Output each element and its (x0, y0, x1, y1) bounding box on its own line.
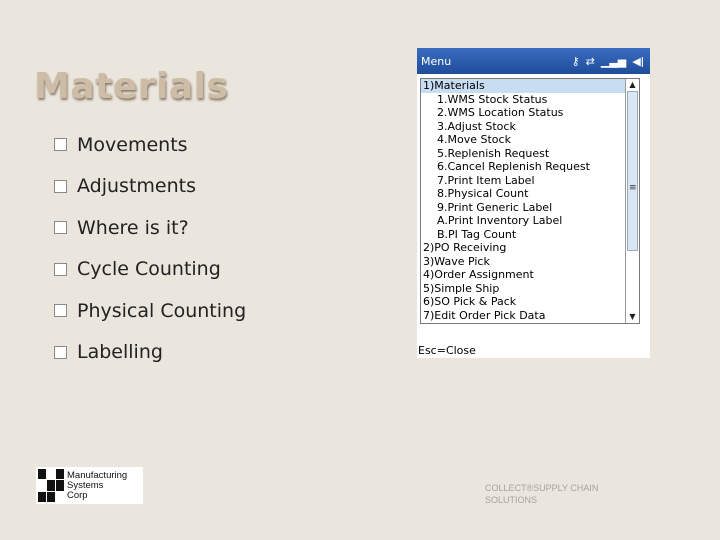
bullet-text: Cycle Counting (77, 258, 221, 281)
device-screenshot (417, 48, 650, 358)
menu-item[interactable]: 4)Order Assignment (423, 268, 534, 281)
bullet-item (54, 332, 246, 374)
scroll-thumb[interactable] (627, 91, 638, 251)
menu-scrollbar[interactable] (625, 79, 639, 323)
menu-item[interactable]: 6.Cancel Replenish Request (437, 160, 590, 173)
bullet-item (54, 124, 246, 166)
logo-line: Corp (67, 489, 88, 501)
menu-item[interactable]: 3)Wave Pick (423, 254, 490, 268)
menu-item[interactable]: 8.Physical Count (437, 187, 529, 200)
menu-list (421, 79, 626, 322)
menu-item[interactable]: 6)SO Pick & Pack (423, 295, 517, 308)
bullet-list (54, 124, 246, 373)
bullet-item (54, 249, 246, 291)
menu-item[interactable]: 1.WMS Stock Status (437, 92, 548, 106)
bullet-text: Physical Counting (77, 299, 247, 322)
bullet-text: Movements (77, 133, 188, 156)
scroll-up-icon[interactable]: ▲ (629, 80, 636, 89)
logo-line: Manufacturing (67, 469, 128, 481)
menu-item[interactable]: 2)PO Receiving (423, 241, 507, 254)
volume-icon[interactable]: ◀ǀ (632, 54, 644, 68)
scroll-down-icon[interactable]: ▼ (629, 312, 636, 321)
menu-item[interactable]: 4.Move Stock (437, 133, 511, 146)
connection-icon[interactable]: ⚷ (571, 54, 580, 68)
menu-item[interactable]: 1)Materials (421, 79, 626, 93)
device-title-bar (417, 48, 650, 74)
bullet-box-icon (54, 180, 67, 193)
bullet-box-icon (54, 304, 67, 317)
bullet-item (54, 207, 246, 249)
menu-item[interactable]: 7)Edit Order Pick Data (423, 308, 546, 322)
bullet-box-icon (54, 221, 67, 234)
footer-text (485, 482, 635, 506)
bullet-text: Labelling (77, 341, 163, 364)
bullet-item (54, 166, 246, 208)
esc-close-label[interactable]: Esc=Close (418, 344, 476, 357)
menu-item[interactable]: A.Print Inventory Label (437, 214, 563, 227)
footer-line: SOLUTIONS (485, 495, 538, 505)
scroll-grip-icon: ≡ (629, 183, 637, 193)
menu-item[interactable]: 9.Print Generic Label (437, 200, 553, 214)
device-title: Menu (421, 54, 452, 68)
bullet-text: Adjustments (77, 175, 196, 198)
bullet-box-icon (54, 263, 67, 276)
bullet-box-icon (54, 138, 67, 151)
company-logo (36, 467, 143, 504)
menu-item[interactable]: 3.Adjust Stock (437, 119, 516, 133)
menu-item[interactable]: 5)Simple Ship (423, 281, 500, 295)
footer-line: COLLECT®SUPPLY CHAIN (485, 483, 599, 493)
menu-item[interactable]: 2.WMS Location Status (437, 106, 564, 119)
menu-item[interactable]: 7.Print Item Label (437, 173, 535, 187)
bullet-text: Where is it? (77, 216, 189, 239)
slide-title: Materials (34, 66, 229, 107)
sync-icon[interactable]: ⇄ (585, 54, 595, 68)
logo-text (67, 471, 127, 501)
logo-mark-icon (38, 469, 64, 502)
menu-item[interactable]: 5.Replenish Request (437, 146, 550, 160)
bullet-item (54, 290, 246, 332)
menu-listbox[interactable] (420, 78, 640, 324)
menu-item[interactable]: B.PI Tag Count (437, 227, 517, 241)
bullet-box-icon (54, 346, 67, 359)
logo-line: Systems (67, 479, 104, 491)
signal-icon[interactable]: ▁▃▅ (600, 54, 627, 68)
